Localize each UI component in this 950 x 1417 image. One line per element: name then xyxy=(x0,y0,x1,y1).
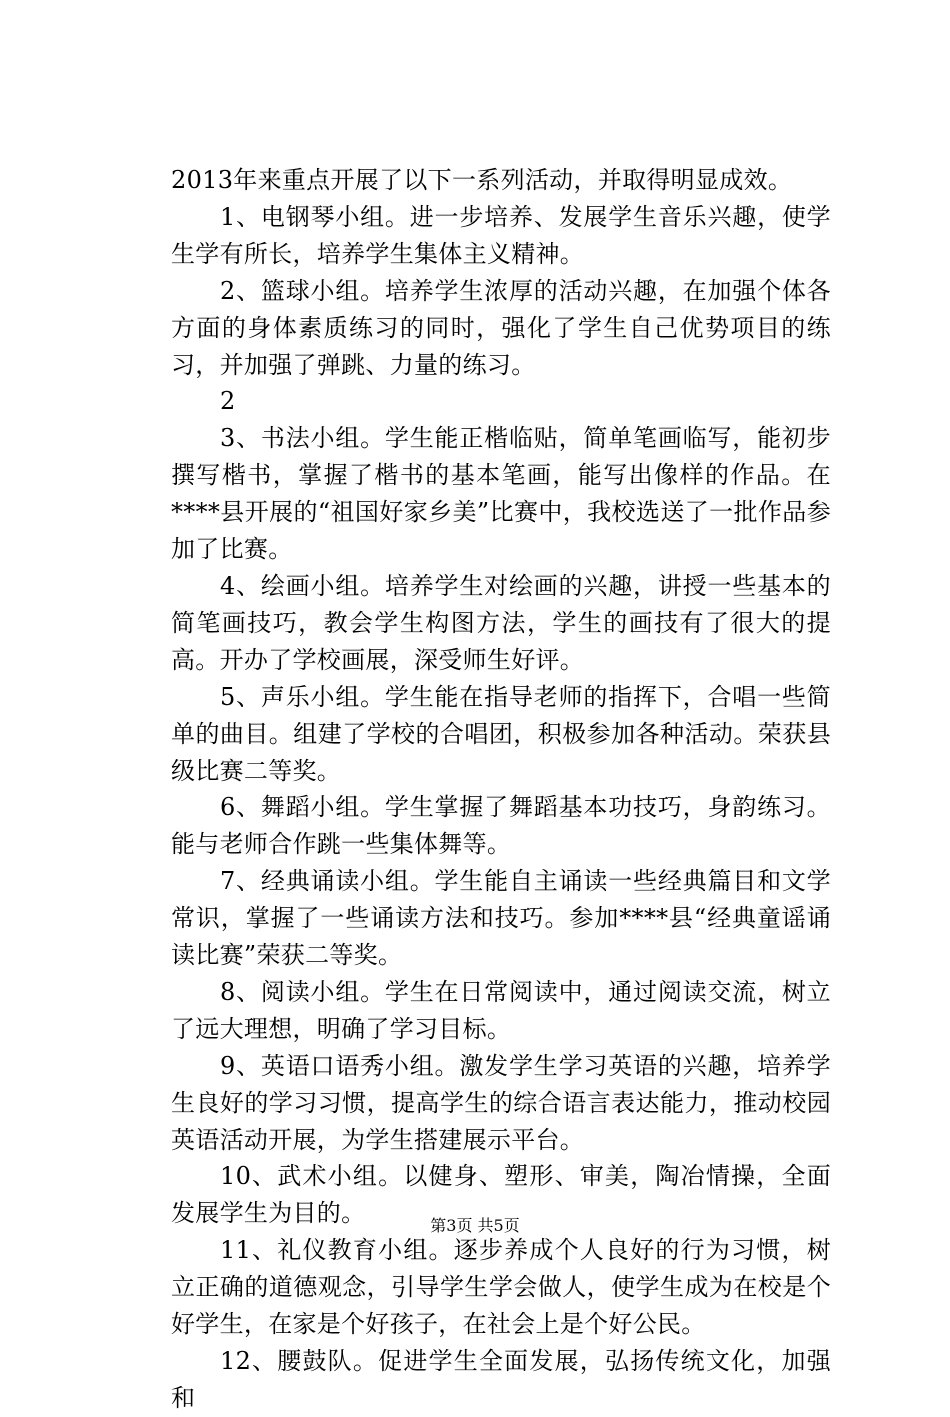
paragraph-item-9: 9、英语口语秀小组。激发学生学习英语的兴趣，培养学生良好的学习习惯，提高学生的综合语言表达能力，推动校园英语活动开展，为学生搭建展示平台。 xyxy=(171,1051,831,1154)
paragraph-item-11: 11、礼仪教育小组。逐步养成个人良好的行为习惯，树立正确的道德观念，引导学生学会做人，使学生成为在校是个好学生，在家是个好孩子，在社会上是个好公民。 xyxy=(171,1236,831,1339)
paragraph-item-4: 4、绘画小组。培养学生对绘画的兴趣，讲授一些基本的简笔画技巧，教会学生构图方法，学生的画技有了很大的提高。开办了学校画展，深受师生好评。 xyxy=(171,571,831,674)
paragraph-intro: 2013年来重点开展了以下一系列活动，并取得明显成效。 xyxy=(171,166,793,194)
paragraph-item-6: 6、舞蹈小组。学生掌握了舞蹈基本功技巧，身韵练习。能与老师合作跳一些集体舞等。 xyxy=(171,793,831,859)
paragraph-item-8: 8、阅读小组。学生在日常阅读中，通过阅读交流，树立了远大理想，明确了学习目标。 xyxy=(171,977,831,1043)
page-number-label: 第3页 共5页 xyxy=(430,1216,520,1235)
paragraph-item-5: 5、声乐小组。学生能在指导老师的指挥下，合唱一些简单的曲目。组建了学校的合唱团，积极参加各种活动。荣获县级比赛二等奖。 xyxy=(171,682,831,785)
page-footer xyxy=(0,1216,950,1236)
paragraph-item-10: 10、武术小组。以健身、塑形、审美，陶冶情操，全面发展学生为目的。 xyxy=(171,1162,831,1228)
paragraph-item-3: 3、书法小组。学生能正楷临贴，简单笔画临写，能初步撰写楷书，掌握了楷书的基本笔画，能写出像样的作品。在****县开展的“祖国好家乡美”比赛中，我校选送了一批作品参加了比赛。 xyxy=(171,424,831,564)
paragraph-item-1: 1、电钢琴小组。进一步培养、发展学生音乐兴趣，使学生学有所长，培养学生集体主义精神。 xyxy=(171,202,831,268)
paragraph-item-2: 2、篮球小组。培养学生浓厚的活动兴趣，在加强个体各方面的身体素质练习的同时，强化了学生自己优势项目的练习，并加强了弹跳、力量的练习。 xyxy=(171,276,831,379)
paragraph-item-12: 12、腰鼓队。促进学生全面发展，弘扬传统文化，加强和 xyxy=(171,1347,831,1412)
paragraph-stray-number: 2 xyxy=(220,387,236,416)
paragraph-item-7: 7、经典诵读小组。学生能自主诵读一些经典篇目和文学常识，掌握了一些诵读方法和技巧。参加****县“经典童谣诵读比赛”荣获二等奖。 xyxy=(171,867,831,970)
